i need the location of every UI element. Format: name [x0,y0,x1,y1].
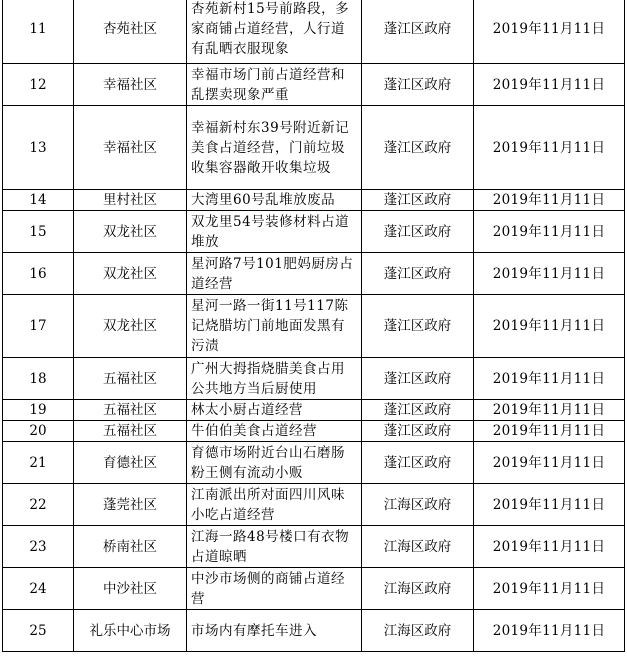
issue-cell: 江海一路48号楼口有衣物占道晾晒 [187,526,362,568]
government-cell: 江海区政府 [362,610,474,652]
government-cell: 蓬江区政府 [362,190,474,211]
row-number: 22 [3,484,74,526]
issue-cell: 中沙市场侧的商铺占道经营 [187,568,362,610]
community-cell: 育德社区 [74,442,187,484]
date-cell: 2019年11月11日 [474,211,625,253]
community-cell: 双龙社区 [74,295,187,358]
table-row [3,484,625,526]
issue-cell: 市场内有摩托车进入 [187,610,362,652]
issue-cell: 双龙里54号装修材料占道堆放 [187,211,362,253]
community-cell: 五福社区 [74,421,187,442]
community-cell: 蓬莞社区 [74,484,187,526]
date-cell: 2019年11月11日 [474,106,625,190]
government-cell: 蓬江区政府 [362,211,474,253]
row-number: 18 [3,358,74,400]
issues-table [2,0,625,652]
community-cell: 杏苑社区 [74,0,187,64]
table-row [3,190,625,211]
row-number: 15 [3,211,74,253]
row-number: 24 [3,568,74,610]
row-number: 17 [3,295,74,358]
row-number: 19 [3,400,74,421]
row-number: 13 [3,106,74,190]
row-number: 12 [3,64,74,106]
date-cell: 2019年11月11日 [474,190,625,211]
date-cell: 2019年11月11日 [474,610,625,652]
government-cell: 蓬江区政府 [362,295,474,358]
government-cell: 江海区政府 [362,568,474,610]
table-row [3,610,625,652]
table-row [3,526,625,568]
table-row [3,442,625,484]
table-row [3,64,625,106]
date-cell: 2019年11月11日 [474,421,625,442]
date-cell: 2019年11月11日 [474,64,625,106]
row-number: 16 [3,253,74,295]
government-cell: 蓬江区政府 [362,421,474,442]
row-number: 14 [3,190,74,211]
table-row [3,253,625,295]
row-number: 11 [3,0,74,64]
date-cell: 2019年11月11日 [474,253,625,295]
date-cell: 2019年11月11日 [474,400,625,421]
government-cell: 蓬江区政府 [362,253,474,295]
table-row [3,0,625,64]
table-row [3,421,625,442]
table-row [3,358,625,400]
community-cell: 五福社区 [74,358,187,400]
community-cell: 幸福社区 [74,106,187,190]
issue-cell: 大湾里60号乱堆放废品 [187,190,362,211]
issue-cell: 广州大拇指烧腊美食占用公共地方当后厨使用 [187,358,362,400]
community-cell: 双龙社区 [74,211,187,253]
government-cell: 江海区政府 [362,526,474,568]
table-row [3,295,625,358]
date-cell: 2019年11月11日 [474,358,625,400]
community-cell: 五福社区 [74,400,187,421]
table-row [3,400,625,421]
issue-cell: 江南派出所对面四川风味小吃占道经营 [187,484,362,526]
row-number: 23 [3,526,74,568]
community-cell: 幸福社区 [74,64,187,106]
community-cell: 双龙社区 [74,253,187,295]
table-row [3,568,625,610]
government-cell: 蓬江区政府 [362,64,474,106]
community-cell: 礼乐中心市场 [74,610,187,652]
row-number: 20 [3,421,74,442]
row-number: 21 [3,442,74,484]
date-cell: 2019年11月11日 [474,442,625,484]
date-cell: 2019年11月11日 [474,484,625,526]
issue-cell: 林太小厨占道经营 [187,400,362,421]
date-cell: 2019年11月11日 [474,0,625,64]
community-cell: 中沙社区 [74,568,187,610]
government-cell: 蓬江区政府 [362,106,474,190]
government-cell: 蓬江区政府 [362,442,474,484]
issue-cell: 杏苑新村15号前路段，多家商铺占道经营，人行道有乱晒衣服现象 [187,0,362,64]
table-row [3,106,625,190]
row-number: 25 [3,610,74,652]
issue-cell: 幸福市场门前占道经营和乱摆卖现象严重 [187,64,362,106]
government-cell: 江海区政府 [362,484,474,526]
government-cell: 蓬江区政府 [362,0,474,64]
issue-cell: 育德市场附近台山石磨肠粉王侧有流动小贩 [187,442,362,484]
date-cell: 2019年11月11日 [474,526,625,568]
date-cell: 2019年11月11日 [474,568,625,610]
community-cell: 桥南社区 [74,526,187,568]
date-cell: 2019年11月11日 [474,295,625,358]
issue-cell: 星河一路一街11号117陈记烧腊坊门前地面发黑有污渍 [187,295,362,358]
community-cell: 里村社区 [74,190,187,211]
government-cell: 蓬江区政府 [362,358,474,400]
issue-cell: 牛伯伯美食占道经营 [187,421,362,442]
government-cell: 蓬江区政府 [362,400,474,421]
issue-cell: 幸福新村东39号附近新记美食占道经营，门前垃圾收集容器敞开收集垃圾 [187,106,362,190]
table-row [3,211,625,253]
issue-cell: 星河路7号101肥妈厨房占道经营 [187,253,362,295]
